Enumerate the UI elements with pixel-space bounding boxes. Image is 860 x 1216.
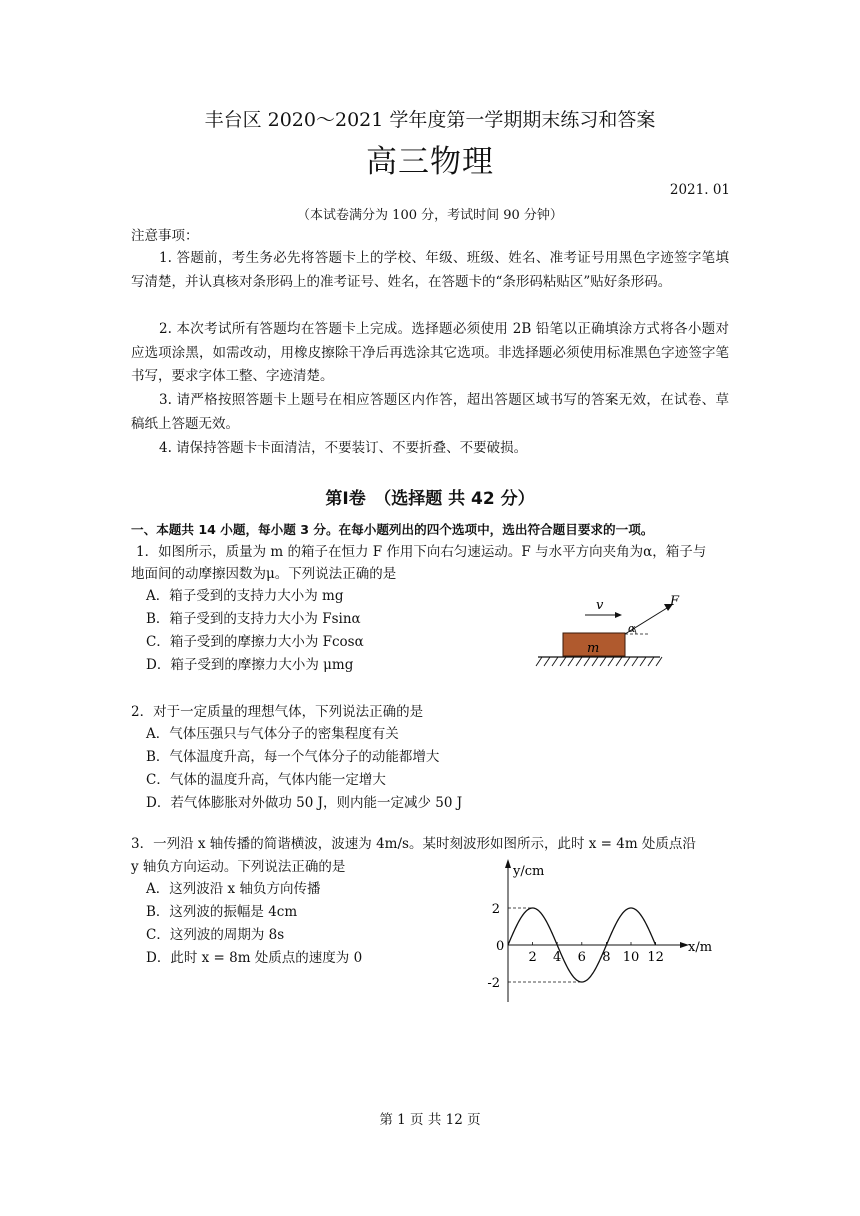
q3-option-a: A．这列波沿 x 轴负方向传播 <box>146 881 321 897</box>
section-title: 第Ⅰ卷 （选择题 共 42 分） <box>325 489 535 509</box>
q1-velocity-label: v <box>596 598 604 613</box>
q3-x-tick-label: 8 <box>602 950 611 965</box>
q2-option-c: C．气体的温度升高，气体内能一定增大 <box>146 772 386 788</box>
q3-wave-figure <box>475 856 720 1008</box>
q1-stem-line1: 1．如图所示，质量为 m 的箱子在恒力 F 作用下向右匀速运动。F 与水平方向夹角为α，箱子与 <box>136 544 707 560</box>
q3-y-tick-label: 2 <box>491 902 500 917</box>
q3-x-tick-label: 6 <box>577 950 586 965</box>
note-item-4: 4. 请保持答题卡卡面清洁，不要装订、不要折叠、不要破损。 <box>159 440 528 456</box>
q3-x-tick-label: 12 <box>647 950 664 965</box>
q2-option-b: B．气体温度升高，每一个气体分子的动能都增大 <box>146 749 440 765</box>
q3-x-tick-label: 10 <box>622 950 640 965</box>
subject-title: 高三物理 <box>366 144 494 180</box>
q3-x-tick-label: 4 <box>553 950 562 965</box>
q3-y-tick-label: -2 <box>487 976 500 991</box>
q3-option-c: C．这列波的周期为 8s <box>146 927 285 943</box>
q1-angle-label: α <box>628 622 636 635</box>
q1-stem-line2: 地面间的动摩擦因数为μ。下列说法正确的是 <box>131 566 397 582</box>
q2-option-a: A．气体压强只与气体分子的密集程度有关 <box>146 726 399 742</box>
q1-option-a: A．箱子受到的支持力大小为 mg <box>146 588 344 604</box>
q2-stem: 2．对于一定质量的理想气体，下列说法正确的是 <box>131 704 424 720</box>
q3-option-d: D．此时 x = 8m 处质点的速度为 0 <box>146 950 363 966</box>
q1-option-b: B．箱子受到的支持力大小为 Fsinα <box>146 611 361 627</box>
q3-y-axis-label: y/cm <box>513 864 545 879</box>
q2-option-d: D．若气体膨胀对外做功 50 J，则内能一定减少 50 J <box>146 795 463 811</box>
section-instruction: 一、本题共 14 小题，每小题 3 分。在每小题列出的四个选项中，选出符合题目要求的一项。 <box>131 522 654 537</box>
q1-box-figure <box>530 588 700 672</box>
q3-origin-label: 0 <box>496 939 505 954</box>
q3-x-tick-label: 2 <box>528 950 537 965</box>
q1-option-c: C．箱子受到的摩擦力大小为 Fcosα <box>146 634 364 650</box>
page-footer: 第 1 页 共 12 页 <box>379 1112 481 1128</box>
q1-ground-hatch <box>536 657 662 666</box>
q3-option-b: B．这列波的振幅是 4cm <box>146 904 298 920</box>
q3-stem-line1: 3．一列沿 x 轴传播的简谐横波，波速为 4m/s。某时刻波形如图所示，此时 x = 4m 处质点沿 <box>131 836 696 852</box>
note-item-3: 3. 请严格按照答题卡上题号在相应答题区内作答，超出答题区域书写的答案无效，在试卷、草稿纸上答题无效。 <box>131 392 729 432</box>
note-item-1: 1. 答题前，考生务必先将答题卡上的学校、年级、班级、姓名、准考证号用黑色字迹签字笔填写清楚，并认真核对条形码上的准考证号、姓名，在答题卡的“条形码粘贴区”贴好条形码。 <box>131 250 729 290</box>
q1-force-label: F <box>670 594 680 609</box>
q1-mass-label: m <box>587 641 600 656</box>
exam-info: （本试卷满分为 100 分，考试时间 90 分钟） <box>297 208 563 223</box>
q3-wave-layer <box>487 902 664 991</box>
q1-option-d: D．箱子受到的摩擦力大小为 μmg <box>146 657 354 673</box>
q3-x-axis-label: x/m <box>688 940 713 955</box>
q3-stem-line2: y 轴负方向运动。下列说法正确的是 <box>131 859 346 875</box>
notes-heading: 注意事项： <box>131 228 199 244</box>
exam-title: 丰台区 2020～2021 学年度第一学期期末练习和答案 <box>204 109 656 131</box>
note-item-2: 2. 本次考试所有答题均在答题卡上完成。选择题必须使用 2B 铅笔以正确填涂方式将各小题对应选项涂黑，如需改动，用橡皮擦除干净后再选涂其它选项。非选择题必须使用标准黑色字迹签字笔书写，要求字体工整、字迹清楚。 <box>131 321 729 384</box>
exam-date: 2021. 01 <box>669 182 730 198</box>
